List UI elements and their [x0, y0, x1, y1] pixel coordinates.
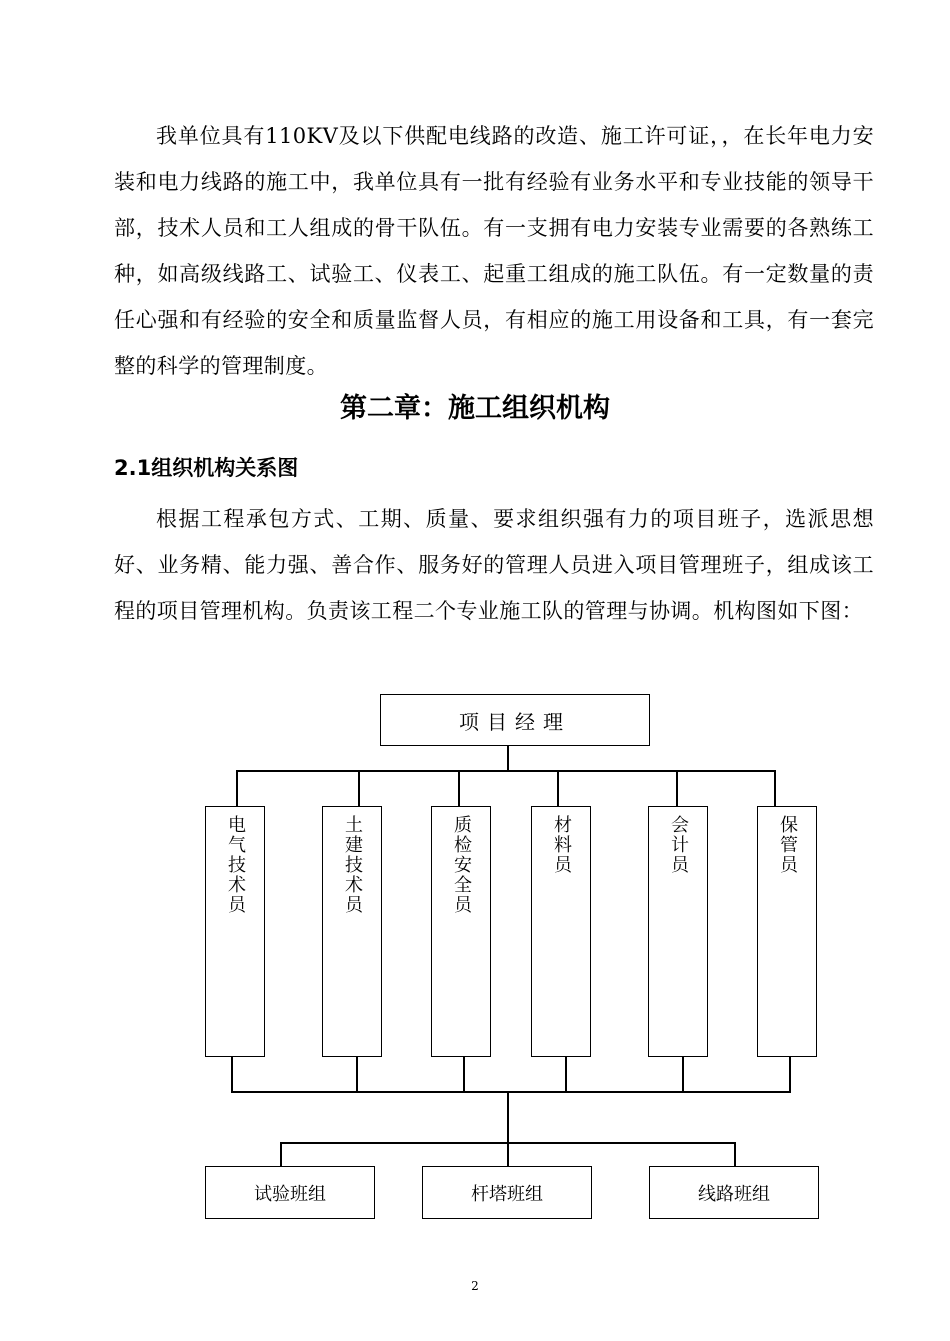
connector — [774, 770, 776, 807]
role-label: 保管员 — [777, 815, 798, 875]
role-box-custodian — [757, 806, 817, 1057]
connector — [507, 1091, 509, 1143]
connector — [565, 1056, 567, 1092]
role-box-electrical — [205, 806, 265, 1057]
role-box-civil — [322, 806, 382, 1057]
connector — [507, 1142, 509, 1167]
connector — [458, 770, 460, 807]
role-label: 土建技术员 — [342, 815, 363, 915]
connector — [789, 1056, 791, 1092]
team-box-tower — [422, 1166, 592, 1219]
connector — [507, 746, 509, 771]
section-title: 2.1组织机构关系图 — [114, 456, 299, 480]
connector — [231, 1091, 791, 1093]
connector — [734, 1142, 736, 1167]
team-box-testing — [205, 1166, 375, 1219]
role-box-materials — [531, 806, 591, 1057]
connector — [236, 770, 775, 772]
intro-paragraph: 我单位具有110KV及以下供配电线路的改造、施工许可证，，在长年电力安装和电力线路的施工中，我单位具有一批有经验有业务水平和专业技能的领导干部，技术人员和工人组成的骨干队伍。有一支拥有电力安装专业需要的各熟练工种，如高级线路工、试验工、仪表工、起重工组成的施工队伍。有一定数量的责任心强和有经验的安全和质量监督人员，有相应的施工用设备和工具，有一套完整的科学的管理制度。 — [114, 124, 874, 378]
role-box-quality-safety — [431, 806, 491, 1057]
team-label: 试验班组 — [254, 1183, 326, 1205]
role-label: 会计员 — [668, 815, 689, 875]
role-label: 电气技术员 — [225, 815, 246, 915]
manager-box — [380, 694, 650, 746]
connector — [236, 770, 238, 807]
chapter-title: 第二章：施工组织机构 — [340, 393, 610, 424]
org-paragraph: 根据工程承包方式、工期、质量、要求组织强有力的项目班子，选派思想好、业务精、能力强、善合作、服务好的管理人员进入项目管理班子，组成该工程的项目管理机构。负责该工程二个专业施工队的管理与协调。机构图如下图： — [114, 507, 874, 623]
manager-label: 项目经理 — [459, 709, 571, 734]
page-number: 2 — [471, 1279, 479, 1293]
team-label: 杆塔班组 — [471, 1183, 543, 1205]
role-box-accountant — [648, 806, 708, 1057]
connector — [358, 770, 360, 807]
role-label: 质检安全员 — [451, 815, 472, 915]
connector — [557, 770, 559, 807]
team-label: 线路班组 — [698, 1183, 770, 1205]
connector — [280, 1142, 282, 1167]
connector — [231, 1056, 233, 1092]
connector — [356, 1056, 358, 1092]
connector — [676, 770, 678, 807]
team-box-line — [649, 1166, 819, 1219]
connector — [682, 1056, 684, 1092]
role-label: 材料员 — [551, 815, 572, 875]
connector — [463, 1056, 465, 1092]
